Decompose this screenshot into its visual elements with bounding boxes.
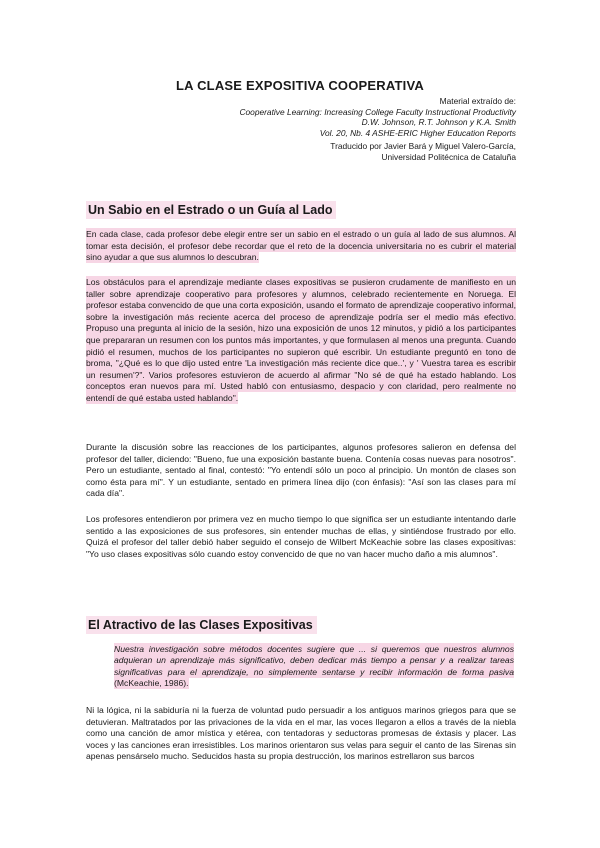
- paragraph-discusion-text: Durante la discusión sobre las reacciones de los participantes, algunos profesores salieron en defensa del profesor del taller, diciendo: "Bueno, fue una exposición bastante buena. Contenía cosas nuevas para nosotros". Pero un estudiante, sentado al final, contestó: "Yo entendí sólo un poco al principio. Un montón de clases son como ésta para mí". Y un estudiante, sentado en primera línea dijo (con énfasis): "Así son las clases para mí cada día".: [86, 442, 516, 499]
- paragraph-sirenas: [86, 705, 516, 763]
- section-heading-atractivo: El Atractivo de las Clases Expositivas: [86, 616, 317, 634]
- source-title: Cooperative Learning: Increasing College Faculty Instructional Productivity: [239, 106, 516, 117]
- source-label: Material extraído de:: [439, 96, 516, 106]
- source-authors: D.W. Johnson, R.T. Johnson y K.A. Smith: [361, 117, 516, 128]
- paragraph-obstaculos-text: Los obstáculos para el aprendizaje mediante clases expositivas se pusieron crudamente de manifiesto en un taller sobre aprendizaje cooperativo para profesores y alumnos, celebrado recientemente en Noruega. El profesor estaba convencido de que una corta exposición, usando el formato de aprendizaje cooperativo informal, sobre la investigación más reciente acerca del proceso de aprendizaje podría ser el medio más efectivo. Propuso una pregunta al inicio de la sesión, hizo una exposición de unos 12 minutos, y pidió a los participantes que prepararan un resumen con los puntos más importantes, y que formulasen al menos una pregunta. Cuando pidió el resumen, muchos de los participantes no supieron qué escribir. Un estudiante preguntó en tono de broma, "¿Qué es lo que dijo usted entre 'La investigación más reciente dice que..', y ' Vuestra tarea es escribir un resumen'?". Varios profesores estuvieron de acuerdo al afirmar "No sé de qué ha estado hablando. Los conceptos eran nuevos para mí. Usted habló con entusiasmo, despacio y con claridad, pero realmente no entendí de qué estaba usted hablando".: [86, 277, 516, 403]
- paragraph-intro: [86, 229, 516, 264]
- block-quote: [114, 644, 514, 690]
- paragraph-obstaculos: [86, 277, 516, 405]
- quote-author: (McKeachie, 1986).: [114, 678, 189, 689]
- source-credits: [239, 96, 516, 163]
- paragraph-sirenas-text: Ni la lógica, ni la sabiduría ni la fuerza de voluntad pudo persuadir a los antiguos marinos griegos para que se detuvieran. Maltratados por las privaciones de la vida en el mar, las voces llegaron a ellos a través de la niebla como una canción de amor mística y etérea, con tentadoras y seductoras promesas de éxtasis y placer. Las voces y las canciones eran irresistibles. Los marinos orientaron sus velas para seguir el canto de las Sirenas sin apenas pensárselo mucho. Seducidos hasta su propia destrucción, los marinos estrellaron sus barcos: [86, 705, 516, 762]
- source-volume: Vol. 20, Nb. 4 ASHE-ERIC Higher Education Reports: [319, 127, 516, 138]
- section-heading-sabio: Un Sabio en el Estrado o un Guía al Lado: [86, 201, 336, 219]
- translator-affiliation: Universidad Politécnica de Cataluña: [381, 151, 516, 162]
- document-title: LA CLASE EXPOSITIVA COOPERATIVA: [176, 78, 424, 93]
- quote-text: Nuestra investigación sobre métodos docentes sugiere que ... si queremos que nuestros alumnos adquieran un aprendizaje más significativo, deben dedicar más tiempo a pensar y a realizar tareas significativas para el aprendizaje, no simplemente sentarse y recibir información de forma pasiva: [114, 644, 514, 677]
- paragraph-profesores: [86, 514, 516, 560]
- translators: Traducido por Javier Bará y Miguel Valero-García,: [330, 141, 516, 152]
- paragraph-discusion: [86, 442, 516, 500]
- paragraph-intro-text: En cada clase, cada profesor debe elegir entre ser un sabio en el estrado o un guía al lado de sus alumnos. Al tomar esta decisión, el profesor debe recordar que el reto de la docencia universitaria no es cubrir el material sino ayudar a que sus alumnos lo descubran.: [86, 229, 516, 263]
- paragraph-profesores-text: Los profesores entendieron por primera vez en mucho tiempo lo que significa ser un estudiante intentando darle sentido a las exposiciones de sus profesores, sin entender muchas de ellas, y sintiéndose frustrado por ello. Quizá el profesor del taller debió haber seguido el consejo de Wilbert McKeachie sobre las clases expositivas: "Yo uso clases expositivas sólo cuando estoy convencido de que no van hacer mucho daño a mis alumnos".: [86, 514, 516, 559]
